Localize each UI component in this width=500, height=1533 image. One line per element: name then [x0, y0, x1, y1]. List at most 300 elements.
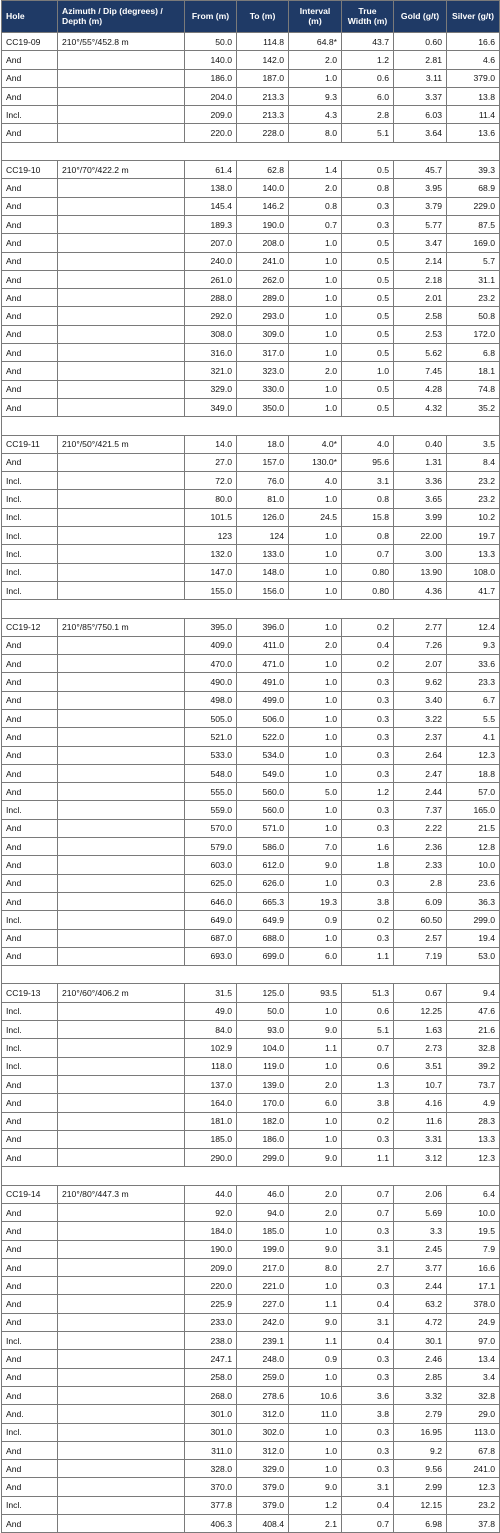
table-row	[2, 1478, 500, 1496]
cell-interval: 1.0	[289, 819, 342, 837]
cell-true-width: 0.3	[342, 1460, 394, 1478]
cell-interval: 130.0*	[289, 453, 342, 471]
cell-from: 548.0	[185, 764, 237, 782]
cell-to: 62.8	[237, 161, 289, 179]
cell-interval: 1.0	[289, 398, 342, 416]
table-row	[2, 124, 500, 142]
cell-from: 164.0	[185, 1094, 237, 1112]
cell-from: 470.0	[185, 655, 237, 673]
cell-gold: 2.47	[394, 764, 447, 782]
table-row	[2, 1368, 500, 1386]
cell-true-width: 0.5	[342, 325, 394, 343]
cell-silver: 41.7	[447, 581, 500, 599]
cell-gold: 2.8	[394, 874, 447, 892]
header-interval: Interval (m)	[289, 1, 342, 33]
cell-from: 92.0	[185, 1204, 237, 1222]
cell-azimuth-dip-depth	[58, 1277, 185, 1295]
cell-hole: And	[2, 1515, 58, 1533]
table-row	[2, 856, 500, 874]
cell-gold: 45.7	[394, 161, 447, 179]
cell-interval: 1.0	[289, 655, 342, 673]
table-row	[2, 1075, 500, 1093]
cell-gold: 30.1	[394, 1332, 447, 1350]
cell-azimuth-dip-depth: 210°/55°/452.8 m	[58, 33, 185, 51]
header-to: To (m)	[237, 1, 289, 33]
cell-hole: And	[2, 764, 58, 782]
table-row	[2, 106, 500, 124]
table-row	[2, 929, 500, 947]
cell-gold: 2.37	[394, 728, 447, 746]
cell-to: 534.0	[237, 746, 289, 764]
cell-from: 220.0	[185, 1277, 237, 1295]
cell-from: 301.0	[185, 1405, 237, 1423]
cell-silver: 18.1	[447, 362, 500, 380]
group-separator-row	[2, 966, 500, 984]
cell-hole: And	[2, 1222, 58, 1240]
cell-from: 288.0	[185, 289, 237, 307]
cell-interval: 1.0	[289, 289, 342, 307]
cell-to: 278.6	[237, 1386, 289, 1404]
cell-to: 302.0	[237, 1423, 289, 1441]
cell-azimuth-dip-depth	[58, 124, 185, 142]
cell-true-width: 0.3	[342, 874, 394, 892]
table-row	[2, 1332, 500, 1350]
cell-interval: 7.0	[289, 838, 342, 856]
cell-from: 409.0	[185, 636, 237, 654]
cell-silver: 5.5	[447, 709, 500, 727]
cell-silver: 379.0	[447, 69, 500, 87]
cell-from: 406.3	[185, 1515, 237, 1533]
cell-to: 124	[237, 527, 289, 545]
cell-true-width: 0.3	[342, 215, 394, 233]
cell-to: 699.0	[237, 947, 289, 965]
table-row	[2, 636, 500, 654]
cell-to: 182.0	[237, 1112, 289, 1130]
cell-azimuth-dip-depth	[58, 380, 185, 398]
table-row	[2, 69, 500, 87]
cell-to: 293.0	[237, 307, 289, 325]
cell-hole: And	[2, 892, 58, 910]
cell-to: 221.0	[237, 1277, 289, 1295]
cell-to: 119.0	[237, 1057, 289, 1075]
cell-hole: Incl.	[2, 911, 58, 929]
cell-true-width: 0.5	[342, 307, 394, 325]
cell-azimuth-dip-depth	[58, 1478, 185, 1496]
cell-true-width: 0.7	[342, 1185, 394, 1203]
cell-from: 570.0	[185, 819, 237, 837]
cell-hole: And	[2, 1258, 58, 1276]
cell-interval: 9.0	[289, 1313, 342, 1331]
cell-hole: And	[2, 1130, 58, 1148]
cell-to: 522.0	[237, 728, 289, 746]
cell-azimuth-dip-depth	[58, 1313, 185, 1331]
cell-true-width: 0.6	[342, 1057, 394, 1075]
table-row	[2, 1057, 500, 1075]
cell-azimuth-dip-depth	[58, 87, 185, 105]
cell-silver: 5.7	[447, 252, 500, 270]
cell-interval: 5.0	[289, 783, 342, 801]
cell-interval: 2.0	[289, 51, 342, 69]
cell-from: 209.0	[185, 1258, 237, 1276]
table-row	[2, 289, 500, 307]
cell-azimuth-dip-depth	[58, 1515, 185, 1533]
cell-azimuth-dip-depth	[58, 179, 185, 197]
cell-silver: 4.1	[447, 728, 500, 746]
cell-azimuth-dip-depth	[58, 527, 185, 545]
cell-azimuth-dip-depth	[58, 636, 185, 654]
cell-to: 190.0	[237, 215, 289, 233]
cell-true-width: 0.5	[342, 380, 394, 398]
cell-hole: And	[2, 124, 58, 142]
cell-from: 238.0	[185, 1332, 237, 1350]
cell-hole: And	[2, 1350, 58, 1368]
cell-from: 209.0	[185, 106, 237, 124]
cell-interval: 1.0	[289, 1222, 342, 1240]
cell-gold: 2.45	[394, 1240, 447, 1258]
cell-to: 626.0	[237, 874, 289, 892]
table-row	[2, 527, 500, 545]
cell-from: 395.0	[185, 618, 237, 636]
cell-gold: 3.3	[394, 1222, 447, 1240]
cell-silver: 74.8	[447, 380, 500, 398]
header-true-width: True Width (m)	[342, 1, 394, 33]
cell-from: 27.0	[185, 453, 237, 471]
table-row	[2, 490, 500, 508]
cell-from: 101.5	[185, 508, 237, 526]
cell-interval: 19.3	[289, 892, 342, 910]
cell-from: 233.0	[185, 1313, 237, 1331]
cell-from: 498.0	[185, 691, 237, 709]
cell-to: 142.0	[237, 51, 289, 69]
cell-interval: 6.0	[289, 1094, 342, 1112]
cell-azimuth-dip-depth	[58, 728, 185, 746]
cell-true-width: 3.8	[342, 892, 394, 910]
table-row	[2, 1204, 500, 1222]
cell-true-width: 0.3	[342, 709, 394, 727]
cell-interval: 1.0	[289, 380, 342, 398]
table-row	[2, 618, 500, 636]
cell-hole: And	[2, 1460, 58, 1478]
table-row	[2, 179, 500, 197]
cell-gold: 7.45	[394, 362, 447, 380]
table-row	[2, 874, 500, 892]
cell-azimuth-dip-depth	[58, 51, 185, 69]
cell-gold: 0.67	[394, 984, 447, 1002]
cell-gold: 3.95	[394, 179, 447, 197]
table-row	[2, 1258, 500, 1276]
cell-gold: 7.19	[394, 947, 447, 965]
cell-hole: And	[2, 709, 58, 727]
cell-interval: 1.0	[289, 270, 342, 288]
cell-interval: 9.0	[289, 1478, 342, 1496]
cell-true-width: 0.5	[342, 289, 394, 307]
cell-gold: 2.06	[394, 1185, 447, 1203]
group-separator-row	[2, 142, 500, 160]
cell-silver: 3.5	[447, 435, 500, 453]
cell-true-width: 0.3	[342, 197, 394, 215]
cell-gold: 4.16	[394, 1094, 447, 1112]
table-row	[2, 783, 500, 801]
cell-interval: 2.0	[289, 636, 342, 654]
cell-from: 377.8	[185, 1496, 237, 1514]
cell-to: 148.0	[237, 563, 289, 581]
cell-azimuth-dip-depth	[58, 1057, 185, 1075]
cell-true-width: 0.3	[342, 1222, 394, 1240]
cell-azimuth-dip-depth	[58, 1112, 185, 1130]
cell-to: 312.0	[237, 1405, 289, 1423]
cell-hole: And	[2, 1313, 58, 1331]
cell-gold: 3.51	[394, 1057, 447, 1075]
cell-interval: 9.0	[289, 856, 342, 874]
table-row	[2, 1386, 500, 1404]
cell-interval: 1.0	[289, 691, 342, 709]
cell-interval: 1.0	[289, 344, 342, 362]
table-row	[2, 87, 500, 105]
cell-to: 649.9	[237, 911, 289, 929]
cell-azimuth-dip-depth: 210°/60°/406.2 m	[58, 984, 185, 1002]
cell-gold: 4.36	[394, 581, 447, 599]
cell-true-width: 0.3	[342, 673, 394, 691]
cell-from: 329.0	[185, 380, 237, 398]
cell-true-width: 43.7	[342, 33, 394, 51]
cell-to: 139.0	[237, 1075, 289, 1093]
cell-hole: And	[2, 1112, 58, 1130]
cell-from: 102.9	[185, 1039, 237, 1057]
cell-hole: And	[2, 691, 58, 709]
cell-hole: And	[2, 51, 58, 69]
cell-true-width: 0.3	[342, 1368, 394, 1386]
cell-true-width: 5.1	[342, 1021, 394, 1039]
cell-interval: 9.3	[289, 87, 342, 105]
cell-silver: 13.3	[447, 545, 500, 563]
cell-hole: And	[2, 728, 58, 746]
cell-to: 146.2	[237, 197, 289, 215]
cell-hole: And	[2, 380, 58, 398]
cell-true-width: 0.3	[342, 1441, 394, 1459]
table-row	[2, 1185, 500, 1203]
cell-azimuth-dip-depth	[58, 1039, 185, 1057]
cell-true-width: 2.7	[342, 1258, 394, 1276]
cell-to: 411.0	[237, 636, 289, 654]
cell-silver: 19.5	[447, 1222, 500, 1240]
cell-from: 579.0	[185, 838, 237, 856]
table-row	[2, 838, 500, 856]
cell-hole: And	[2, 838, 58, 856]
cell-gold: 12.25	[394, 1002, 447, 1020]
cell-azimuth-dip-depth	[58, 234, 185, 252]
cell-azimuth-dip-depth	[58, 819, 185, 837]
table-row	[2, 1021, 500, 1039]
cell-gold: 3.99	[394, 508, 447, 526]
cell-interval: 1.0	[289, 69, 342, 87]
cell-to: 228.0	[237, 124, 289, 142]
drill-results-table	[1, 0, 500, 1533]
cell-gold: 2.07	[394, 655, 447, 673]
cell-gold: 1.63	[394, 1021, 447, 1039]
table-row	[2, 764, 500, 782]
table-row	[2, 33, 500, 51]
cell-to: 289.0	[237, 289, 289, 307]
cell-from: 321.0	[185, 362, 237, 380]
cell-hole: And	[2, 1204, 58, 1222]
cell-true-width: 4.0	[342, 435, 394, 453]
table-row	[2, 270, 500, 288]
cell-silver: 31.1	[447, 270, 500, 288]
cell-true-width: 0.5	[342, 398, 394, 416]
cell-interval: 2.0	[289, 1185, 342, 1203]
cell-silver: 39.2	[447, 1057, 500, 1075]
cell-interval: 9.0	[289, 1149, 342, 1167]
group-separator-row	[2, 417, 500, 435]
cell-gold: 5.62	[394, 344, 447, 362]
cell-gold: 3.36	[394, 472, 447, 490]
cell-gold: 2.77	[394, 618, 447, 636]
cell-hole: CC19-10	[2, 161, 58, 179]
cell-azimuth-dip-depth	[58, 472, 185, 490]
cell-azimuth-dip-depth	[58, 947, 185, 965]
cell-interval: 2.0	[289, 179, 342, 197]
cell-true-width: 3.1	[342, 1240, 394, 1258]
cell-hole: And	[2, 1149, 58, 1167]
cell-hole: And	[2, 1441, 58, 1459]
cell-hole: Incl.	[2, 545, 58, 563]
cell-azimuth-dip-depth	[58, 1295, 185, 1313]
cell-from: 204.0	[185, 87, 237, 105]
cell-from: 555.0	[185, 783, 237, 801]
cell-gold: 0.60	[394, 33, 447, 51]
cell-true-width: 0.80	[342, 581, 394, 599]
cell-azimuth-dip-depth	[58, 1405, 185, 1423]
cell-silver: 23.2	[447, 1496, 500, 1514]
cell-interval: 4.3	[289, 106, 342, 124]
cell-silver: 87.5	[447, 215, 500, 233]
cell-silver: 57.0	[447, 783, 500, 801]
cell-to: 170.0	[237, 1094, 289, 1112]
table-row	[2, 947, 500, 965]
cell-silver: 10.0	[447, 856, 500, 874]
cell-true-width: 0.3	[342, 1423, 394, 1441]
cell-hole: And	[2, 344, 58, 362]
cell-silver: 172.0	[447, 325, 500, 343]
group-separator	[2, 417, 500, 435]
cell-hole: And	[2, 215, 58, 233]
cell-true-width: 0.4	[342, 1295, 394, 1313]
table-row	[2, 1441, 500, 1459]
cell-from: 646.0	[185, 892, 237, 910]
cell-to: 93.0	[237, 1021, 289, 1039]
cell-true-width: 0.3	[342, 764, 394, 782]
table-body	[2, 33, 500, 1533]
cell-silver: 33.6	[447, 655, 500, 673]
cell-interval: 1.0	[289, 527, 342, 545]
cell-silver: 73.7	[447, 1075, 500, 1093]
cell-true-width: 0.4	[342, 1496, 394, 1514]
cell-to: 379.0	[237, 1478, 289, 1496]
group-separator	[2, 142, 500, 160]
group-separator	[2, 966, 500, 984]
cell-to: 18.0	[237, 435, 289, 453]
cell-true-width: 0.5	[342, 344, 394, 362]
cell-interval: 11.0	[289, 1405, 342, 1423]
cell-to: 46.0	[237, 1185, 289, 1203]
cell-interval: 93.5	[289, 984, 342, 1002]
cell-gold: 2.73	[394, 1039, 447, 1057]
table-row	[2, 746, 500, 764]
cell-true-width: 1.6	[342, 838, 394, 856]
cell-hole: Incl.	[2, 106, 58, 124]
table-row	[2, 1460, 500, 1478]
cell-azimuth-dip-depth	[58, 508, 185, 526]
cell-gold: 2.36	[394, 838, 447, 856]
cell-silver: 6.4	[447, 1185, 500, 1203]
cell-to: 299.0	[237, 1149, 289, 1167]
cell-from: 649.0	[185, 911, 237, 929]
group-separator-row	[2, 1167, 500, 1185]
cell-azimuth-dip-depth	[58, 197, 185, 215]
cell-silver: 12.3	[447, 746, 500, 764]
cell-silver: 29.0	[447, 1405, 500, 1423]
cell-azimuth-dip-depth	[58, 1258, 185, 1276]
cell-hole: And	[2, 947, 58, 965]
cell-gold: 3.37	[394, 87, 447, 105]
cell-from: 123	[185, 527, 237, 545]
cell-to: 665.3	[237, 892, 289, 910]
cell-interval: 2.0	[289, 1075, 342, 1093]
cell-from: 505.0	[185, 709, 237, 727]
cell-silver: 18.8	[447, 764, 500, 782]
cell-azimuth-dip-depth	[58, 545, 185, 563]
table-row	[2, 197, 500, 215]
cell-from: 189.3	[185, 215, 237, 233]
cell-gold: 3.65	[394, 490, 447, 508]
cell-to: 242.0	[237, 1313, 289, 1331]
cell-silver: 299.0	[447, 911, 500, 929]
cell-gold: 3.77	[394, 1258, 447, 1276]
cell-azimuth-dip-depth	[58, 1368, 185, 1386]
cell-azimuth-dip-depth	[58, 307, 185, 325]
cell-interval: 1.4	[289, 161, 342, 179]
cell-silver: 108.0	[447, 563, 500, 581]
cell-gold: 9.2	[394, 1441, 447, 1459]
table-row	[2, 1350, 500, 1368]
cell-to: 309.0	[237, 325, 289, 343]
cell-silver: 37.8	[447, 1515, 500, 1533]
cell-azimuth-dip-depth	[58, 691, 185, 709]
cell-gold: 63.2	[394, 1295, 447, 1313]
cell-azimuth-dip-depth	[58, 709, 185, 727]
cell-silver: 3.4	[447, 1368, 500, 1386]
cell-from: 44.0	[185, 1185, 237, 1203]
cell-azimuth-dip-depth	[58, 838, 185, 856]
table-row	[2, 1112, 500, 1130]
cell-true-width: 51.3	[342, 984, 394, 1002]
cell-true-width: 2.8	[342, 106, 394, 124]
cell-to: 586.0	[237, 838, 289, 856]
cell-true-width: 0.2	[342, 655, 394, 673]
cell-to: 81.0	[237, 490, 289, 508]
cell-true-width: 0.5	[342, 252, 394, 270]
cell-to: 199.0	[237, 1240, 289, 1258]
cell-hole: And	[2, 289, 58, 307]
cell-hole: Incl.	[2, 527, 58, 545]
table-row	[2, 1405, 500, 1423]
cell-gold: 3.64	[394, 124, 447, 142]
table-row	[2, 1295, 500, 1313]
cell-azimuth-dip-depth	[58, 929, 185, 947]
cell-gold: 2.44	[394, 783, 447, 801]
cell-interval: 1.1	[289, 1332, 342, 1350]
table-row	[2, 892, 500, 910]
